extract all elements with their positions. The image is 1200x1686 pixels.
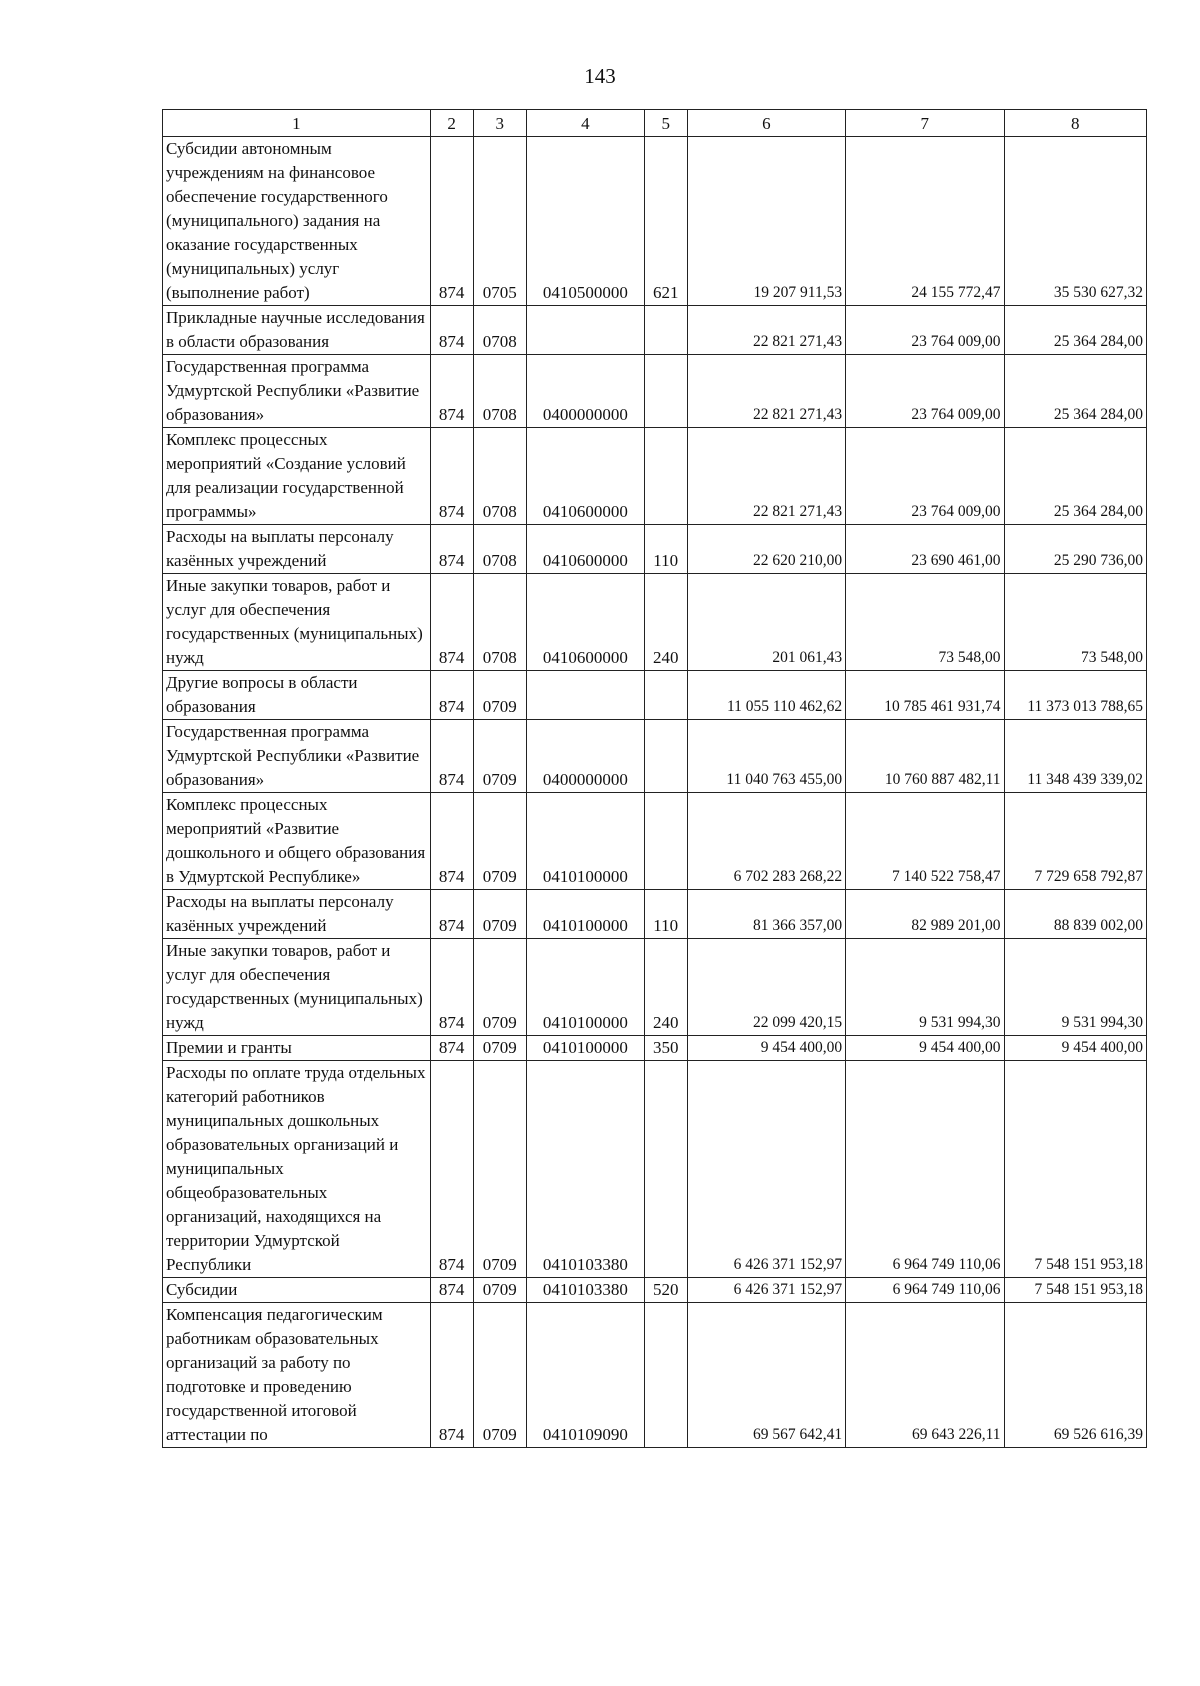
amount-col6-cell: 22 620 210,00 — [687, 525, 845, 574]
amount-col6-cell: 69 567 642,41 — [687, 1303, 845, 1448]
amount-col6-cell: 22 821 271,43 — [687, 355, 845, 428]
amount-col8-cell: 35 530 627,32 — [1004, 137, 1146, 306]
target-article-cell — [527, 306, 645, 355]
expense-type-cell — [644, 306, 687, 355]
budget-table — [162, 109, 1147, 1448]
row-name-cell: Субсидии автономным учреждениям на финансовое обеспечение государственного (муниципального) задания на оказание государственных (муниципальных) услуг (выполнение работ) — [163, 137, 431, 306]
section-code-cell: 0709 — [473, 720, 527, 793]
ministry-code-cell: 874 — [430, 306, 473, 355]
header-cell: 3 — [473, 110, 527, 137]
target-article-cell: 0400000000 — [527, 355, 645, 428]
row-name-cell: Расходы по оплате труда отдельных категорий работников муниципальных дошкольных образовательных организаций и муниципальных общеобразовательных организаций, находящихся на территории Удмуртской Республики — [163, 1061, 431, 1278]
expense-type-cell: 110 — [644, 525, 687, 574]
table-row — [163, 671, 1147, 720]
amount-col8-cell: 11 348 439 339,02 — [1004, 720, 1146, 793]
amount-col7-cell: 24 155 772,47 — [846, 137, 1004, 306]
amount-col6-cell: 22 821 271,43 — [687, 428, 845, 525]
section-code-cell: 0708 — [473, 355, 527, 428]
ministry-code-cell: 874 — [430, 793, 473, 890]
section-code-cell: 0708 — [473, 428, 527, 525]
section-code-cell: 0709 — [473, 1278, 527, 1303]
amount-col6-cell: 81 366 357,00 — [687, 890, 845, 939]
ministry-code-cell: 874 — [430, 939, 473, 1036]
table-row — [163, 1303, 1147, 1448]
table-row — [163, 890, 1147, 939]
ministry-code-cell: 874 — [430, 1036, 473, 1061]
row-name-cell: Другие вопросы в области образования — [163, 671, 431, 720]
target-article-cell: 0410600000 — [527, 428, 645, 525]
table-row — [163, 1278, 1147, 1303]
amount-col8-cell: 25 364 284,00 — [1004, 355, 1146, 428]
ministry-code-cell: 874 — [430, 671, 473, 720]
target-article-cell: 0410103380 — [527, 1061, 645, 1278]
amount-col7-cell: 10 785 461 931,74 — [846, 671, 1004, 720]
amount-col6-cell: 6 426 371 152,97 — [687, 1278, 845, 1303]
amount-col7-cell: 9 531 994,30 — [846, 939, 1004, 1036]
amount-col8-cell: 9 454 400,00 — [1004, 1036, 1146, 1061]
table-row — [163, 793, 1147, 890]
target-article-cell: 0410100000 — [527, 890, 645, 939]
section-code-cell: 0708 — [473, 525, 527, 574]
amount-col7-cell: 23 764 009,00 — [846, 306, 1004, 355]
amount-col7-cell: 10 760 887 482,11 — [846, 720, 1004, 793]
table-row — [163, 428, 1147, 525]
amount-col7-cell: 7 140 522 758,47 — [846, 793, 1004, 890]
row-name-cell: Государственная программа Удмуртской Республики «Развитие образования» — [163, 720, 431, 793]
ministry-code-cell: 874 — [430, 525, 473, 574]
row-name-cell: Прикладные научные исследования в области образования — [163, 306, 431, 355]
ministry-code-cell: 874 — [430, 1303, 473, 1448]
amount-col8-cell: 7 548 151 953,18 — [1004, 1278, 1146, 1303]
ministry-code-cell: 874 — [430, 574, 473, 671]
section-code-cell: 0708 — [473, 306, 527, 355]
header-cell: 5 — [644, 110, 687, 137]
target-article-cell: 0410600000 — [527, 525, 645, 574]
amount-col8-cell: 25 290 736,00 — [1004, 525, 1146, 574]
target-article-cell: 0410100000 — [527, 1036, 645, 1061]
target-article-cell: 0410109090 — [527, 1303, 645, 1448]
amount-col6-cell: 6 426 371 152,97 — [687, 1061, 845, 1278]
target-article-cell: 0410103380 — [527, 1278, 645, 1303]
amount-col7-cell: 6 964 749 110,06 — [846, 1278, 1004, 1303]
ministry-code-cell: 874 — [430, 890, 473, 939]
expense-type-cell — [644, 1303, 687, 1448]
table-row — [163, 306, 1147, 355]
table-row — [163, 355, 1147, 428]
target-article-cell: 0400000000 — [527, 720, 645, 793]
header-row — [163, 110, 1147, 137]
header-cell: 2 — [430, 110, 473, 137]
expense-type-cell: 240 — [644, 574, 687, 671]
amount-col8-cell: 69 526 616,39 — [1004, 1303, 1146, 1448]
ministry-code-cell: 874 — [430, 428, 473, 525]
target-article-cell: 0410100000 — [527, 793, 645, 890]
row-name-cell: Комплекс процессных мероприятий «Развитие дошкольного и общего образования в Удмуртской Республике» — [163, 793, 431, 890]
amount-col7-cell: 73 548,00 — [846, 574, 1004, 671]
ministry-code-cell: 874 — [430, 1278, 473, 1303]
amount-col7-cell: 69 643 226,11 — [846, 1303, 1004, 1448]
amount-col6-cell: 19 207 911,53 — [687, 137, 845, 306]
amount-col7-cell: 9 454 400,00 — [846, 1036, 1004, 1061]
amount-col8-cell: 9 531 994,30 — [1004, 939, 1146, 1036]
amount-col8-cell: 25 364 284,00 — [1004, 428, 1146, 525]
amount-col6-cell: 6 702 283 268,22 — [687, 793, 845, 890]
page-number: 143 — [584, 64, 616, 88]
row-name-cell: Государственная программа Удмуртской Республики «Развитие образования» — [163, 355, 431, 428]
amount-col6-cell: 11 040 763 455,00 — [687, 720, 845, 793]
ministry-code-cell: 874 — [430, 137, 473, 306]
amount-col8-cell: 25 364 284,00 — [1004, 306, 1146, 355]
table-row — [163, 574, 1147, 671]
amount-col7-cell: 23 764 009,00 — [846, 355, 1004, 428]
expense-type-cell: 350 — [644, 1036, 687, 1061]
row-name-cell: Расходы на выплаты персоналу казённых учреждений — [163, 890, 431, 939]
section-code-cell: 0709 — [473, 1036, 527, 1061]
amount-col6-cell: 11 055 110 462,62 — [687, 671, 845, 720]
row-name-cell: Расходы на выплаты персоналу казённых учреждений — [163, 525, 431, 574]
amount-col6-cell: 201 061,43 — [687, 574, 845, 671]
section-code-cell: 0708 — [473, 574, 527, 671]
section-code-cell: 0709 — [473, 793, 527, 890]
target-article-cell: 0410600000 — [527, 574, 645, 671]
expense-type-cell: 520 — [644, 1278, 687, 1303]
header-cell: 8 — [1004, 110, 1146, 137]
header-cell: 6 — [687, 110, 845, 137]
amount-col6-cell: 9 454 400,00 — [687, 1036, 845, 1061]
section-code-cell: 0705 — [473, 137, 527, 306]
target-article-cell: 0410100000 — [527, 939, 645, 1036]
target-article-cell — [527, 671, 645, 720]
row-name-cell: Иные закупки товаров, работ и услуг для обеспечения государственных (муниципальных) нужд — [163, 574, 431, 671]
expense-type-cell: 621 — [644, 137, 687, 306]
row-name-cell: Компенсация педагогическим работникам образовательных организаций за работу по подготовке и проведению государственной итоговой аттестации по — [163, 1303, 431, 1448]
expense-type-cell — [644, 1061, 687, 1278]
expense-type-cell — [644, 671, 687, 720]
target-article-cell: 0410500000 — [527, 137, 645, 306]
amount-col7-cell: 82 989 201,00 — [846, 890, 1004, 939]
expense-type-cell — [644, 793, 687, 890]
expense-type-cell — [644, 428, 687, 525]
row-name-cell: Субсидии — [163, 1278, 431, 1303]
ministry-code-cell: 874 — [430, 720, 473, 793]
table-row — [163, 1061, 1147, 1278]
table-row — [163, 1036, 1147, 1061]
amount-col6-cell: 22 821 271,43 — [687, 306, 845, 355]
section-code-cell: 0709 — [473, 890, 527, 939]
section-code-cell: 0709 — [473, 671, 527, 720]
table-row — [163, 137, 1147, 306]
amount-col8-cell: 11 373 013 788,65 — [1004, 671, 1146, 720]
ministry-code-cell: 874 — [430, 355, 473, 428]
amount-col7-cell: 23 690 461,00 — [846, 525, 1004, 574]
section-code-cell: 0709 — [473, 939, 527, 1036]
table-row — [163, 720, 1147, 793]
amount-col7-cell: 23 764 009,00 — [846, 428, 1004, 525]
row-name-cell: Премии и гранты — [163, 1036, 431, 1061]
amount-col6-cell: 22 099 420,15 — [687, 939, 845, 1036]
header-cell: 7 — [846, 110, 1004, 137]
row-name-cell: Комплекс процессных мероприятий «Создание условий для реализации государственной программы» — [163, 428, 431, 525]
expense-type-cell: 110 — [644, 890, 687, 939]
row-name-cell: Иные закупки товаров, работ и услуг для обеспечения государственных (муниципальных) нужд — [163, 939, 431, 1036]
table-row — [163, 525, 1147, 574]
amount-col8-cell: 7 548 151 953,18 — [1004, 1061, 1146, 1278]
section-code-cell: 0709 — [473, 1303, 527, 1448]
header-cell: 4 — [527, 110, 645, 137]
amount-col8-cell: 73 548,00 — [1004, 574, 1146, 671]
amount-col8-cell: 88 839 002,00 — [1004, 890, 1146, 939]
ministry-code-cell: 874 — [430, 1061, 473, 1278]
amount-col8-cell: 7 729 658 792,87 — [1004, 793, 1146, 890]
section-code-cell: 0709 — [473, 1061, 527, 1278]
header-cell: 1 — [163, 110, 431, 137]
table-row — [163, 939, 1147, 1036]
expense-type-cell: 240 — [644, 939, 687, 1036]
amount-col7-cell: 6 964 749 110,06 — [846, 1061, 1004, 1278]
expense-type-cell — [644, 355, 687, 428]
expense-type-cell — [644, 720, 687, 793]
